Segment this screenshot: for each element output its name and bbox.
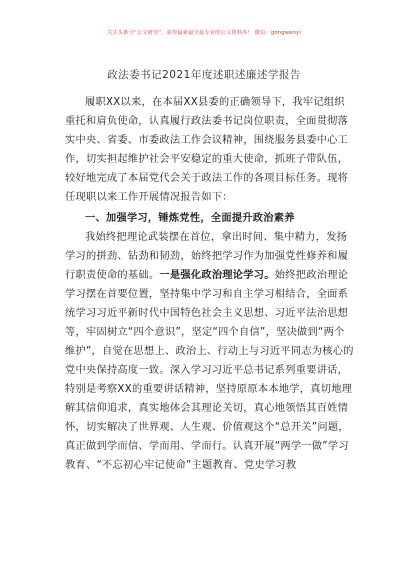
promo-banner: 关注头条号“公文研究”，获得最新最全最专业的公文资料库！ 微信：gongwenyi [107, 30, 301, 36]
paragraph-study-text-1: 我始终把理论武装摆在首位，拿出时间、集中精力，发扬学习的拼劲、钻劲和韧劲，始终把学习作为加强党性修养和履行职责使命的基础。 [65, 232, 349, 281]
document-body [65, 93, 355, 475]
document-title: 政法委书记2021年度述职述廉述学报告 [107, 69, 301, 81]
paragraph-study-text-2: 始终把政治理论学习摆在首要位置，坚持集中学习和自主学习相结合，全面系统学习习近平新时代中国特色社会主义思想、习近平法治思想等，牢固树立“四个意识”，坚定“四个自信”，坚决做到“两个维护”，自觉在思想上、政治上、行动上与习近平同志为核心的党中央保持高度一致。深入学习习近平总书记系列重要讲话，特别是考察XX的重要讲话精神，坚持原原本本地学，真切地理解其信仰追求，真实地体会其理论关切，真心地领悟其百姓情怀，切实解决了世界观、人生观、价值观这个“总开关”问题，真正做到学而信、学而用、学而行。认真开展“两学一做”学习教育、“不忘初心牢记使命”主题教育、党史学习教 [65, 270, 354, 471]
paragraph-study [65, 228, 355, 475]
section-heading-1: 一、加强学习，锤炼党性，全面提升政治素养 [85, 213, 295, 224]
paragraph-intro: 履职XX以来，在本届XX县委的正确领导下，我牢记组织重托和肩负使命，认真履行政法委书记岗位职责，全面贯彻落实中央、省委、市委政法工作会议精神，围绕服务县委中心工作，切实担起维护社会平安稳定的重大使命，抓班子带队伍，较好地完成了本届党代会关于政法工作的各项目标任务。现将任现职以来工作开展情况报告如下： [65, 97, 349, 203]
paragraph-study-bold: 一是强化政治理论学习。 [159, 270, 275, 281]
